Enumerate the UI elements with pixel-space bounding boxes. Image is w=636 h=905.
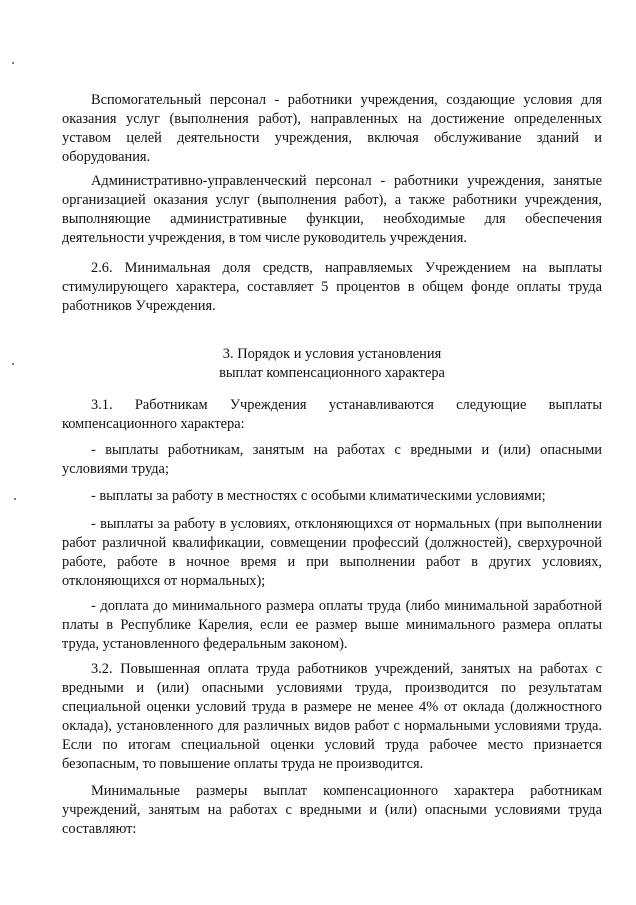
paragraph-admin-staff: Административно-управленческий персонал - работники учреждения, занятые организацией оказания услуг (выполнения работ), а также работники учреждения, выполняющие административные функции, необходимые для обеспечения деятельности учреждения, в том числе руководитель учреждения. <box>62 173 602 246</box>
paragraph-support-staff: Вспомогательный персонал - работники учреждения, создающие условия для оказания услуг (выполнения работ), направленных на достижение определенных уставом целей деятельности учреждения, включая обслуживание зданий и оборудования. <box>62 92 602 165</box>
section-3-heading <box>62 345 602 383</box>
list-item-harmful-work: - выплаты работникам, занятым на работах с вредными и (или) опасными условиями труда; <box>62 442 602 477</box>
paragraph-3-2: 3.2. Повышенная оплата труда работников учреждений, занятых на работах с вредными и (или) опасными условиями труда, производится по результатам специальной оценки условий труда в размере не менее 4% от оклада (должностного оклада), установленного для различных видов работ с нормальными условиями труда. Если по итогам специальной оценки условий труда рабочее место признается безопасным, то повышение оплаты труда не производится. <box>62 661 602 772</box>
scan-speck <box>12 62 14 64</box>
list-item-abnormal-conditions: - выплаты за работу в условиях, отклоняющихся от нормальных (при выполнении работ различной квалификации, совмещении профессий (должностей), сверхурочной работе, работе в ночное время и при выполнении работ в других условиях, отклоняющихся от нормальных); <box>62 516 602 589</box>
paragraph-min-sizes: Минимальные размеры выплат компенсационного характера работникам учреждений, занятым на работах с вредными и (или) опасными условиями труда составляют: <box>62 783 602 837</box>
paragraph-2-6: 2.6. Минимальная доля средств, направляемых Учреждением на выплаты стимулирующего характера, составляет 5 процентов в общем фонде оплаты труда работников Учреждения. <box>62 260 602 314</box>
section-3-heading-line2: выплат компенсационного характера <box>219 365 445 381</box>
paragraph-3-1: 3.1. Работникам Учреждения устанавливаются следующие выплаты компенсационного характера: <box>62 397 602 432</box>
list-item-min-wage: - доплата до минимального размера оплаты труда (либо минимальной заработной платы в Республике Карелия, если ее размер выше минимального размера оплаты труда, установленного федеральным законом). <box>62 598 602 652</box>
section-3-heading-line1: 3. Порядок и условия установления <box>222 346 442 362</box>
scan-speck <box>12 363 14 365</box>
list-item-climate: - выплаты за работу в местностях с особыми климатическими условиями; <box>91 488 546 504</box>
scan-speck <box>14 498 16 500</box>
